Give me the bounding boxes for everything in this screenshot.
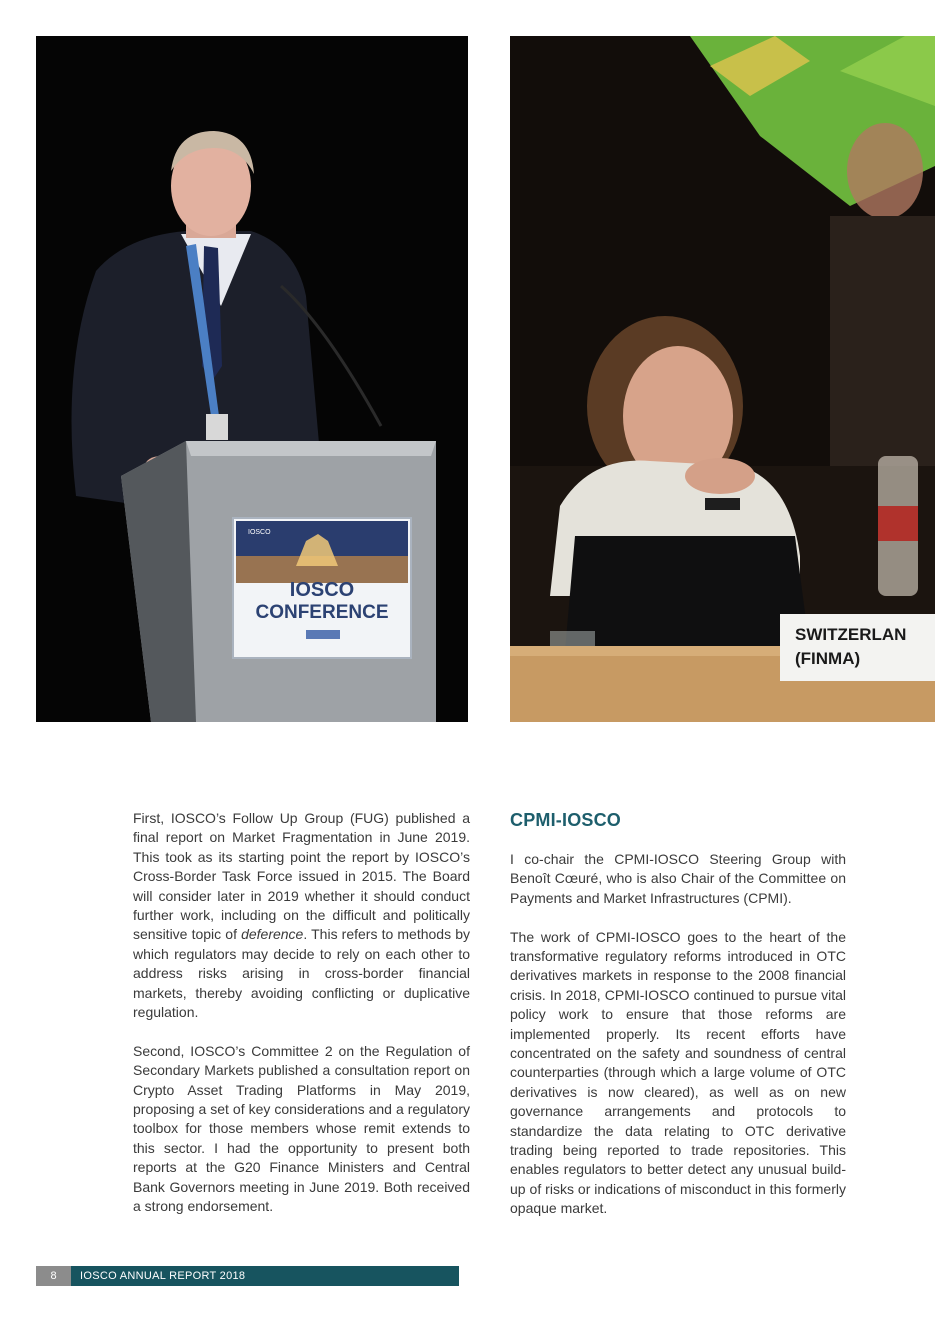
paragraph-cochair: I co-chair the CPMI-IOSCO Steering Group with Benoît Cœuré, who is also Chair of the Committee on Payments and Market Infrastructures (CPMI). xyxy=(510,851,846,906)
right-text-column xyxy=(510,850,846,1238)
nameplate-country: SWITZERLAN xyxy=(795,625,907,644)
photo-speaker-at-podium xyxy=(36,36,468,722)
sign-title-line2: CONFERENCE xyxy=(255,602,389,623)
paragraph-text: First, IOSCO’s Follow Up Group (FUG) published a final report on Market Fragmentation in June 2019. This took as its starting point the report by IOSCO’s Cross-Border Task Force issued in 2015. The Board will consider later in 2019 whether it should conduct further work, including on the difficult and politically sensitive topic of xyxy=(133,810,470,943)
section-heading: CPMI-IOSCO xyxy=(510,810,622,830)
footer-title: IOSCO ANNUAL REPORT 2018 xyxy=(80,1270,246,1282)
footer-bar xyxy=(36,1266,459,1286)
nameplate-agency: (FINMA) xyxy=(795,649,861,668)
sign-title-line1: IOSCO xyxy=(289,579,355,601)
page-number: 8 xyxy=(36,1266,71,1286)
photo-delegate-at-desk xyxy=(510,36,935,722)
speaker-illustration xyxy=(36,36,468,722)
delegate-illustration xyxy=(510,36,935,722)
paragraph-crypto-asset: Second, IOSCO’s Committee 2 on the Regulation of Secondary Markets published a consultation report on Crypto Asset Trading Platforms in May 2019, proposing a set of key considerations and a regulatory toolbox for those members whose remit extends to this sector. I had the opportunity to present both reports at the G20 Finance Ministers and Central Bank Governors meeting in June 2019. Both received a strong endorsement. xyxy=(133,1042,470,1215)
sign-logo: IOSCO xyxy=(248,529,271,536)
paragraph-text: . This refers to methods by which regulators may decide to rely on each other to address risks arising in cross-border financial markets, thereby avoiding conflicting or duplicative regulation. xyxy=(133,926,470,1021)
left-text-column xyxy=(133,809,470,1236)
paragraph-market-fragmentation xyxy=(133,809,470,1022)
emphasis-deference: deference xyxy=(241,926,304,943)
paragraph-cpmi-work: The work of CPMI-IOSCO goes to the heart of the transformative regulatory reforms introduced in OTC derivatives markets in response to the 2008 financial crisis. In 2018, CPMI-IOSCO continued to pursue vital policy work to ensure that those reforms are implemented properly. Its recent efforts have concentrated on the safety and soundness of central counterparties (through which a large volume of OTC derivatives is now cleared), as well as on new governance arrangements and protocols to standardize the data relating to OTC derivative trading being reported to trade repositories. This enables regulators to better detect any unusual build-up of risks or indications of misconduct in this formerly opaque market. xyxy=(510,928,846,1217)
